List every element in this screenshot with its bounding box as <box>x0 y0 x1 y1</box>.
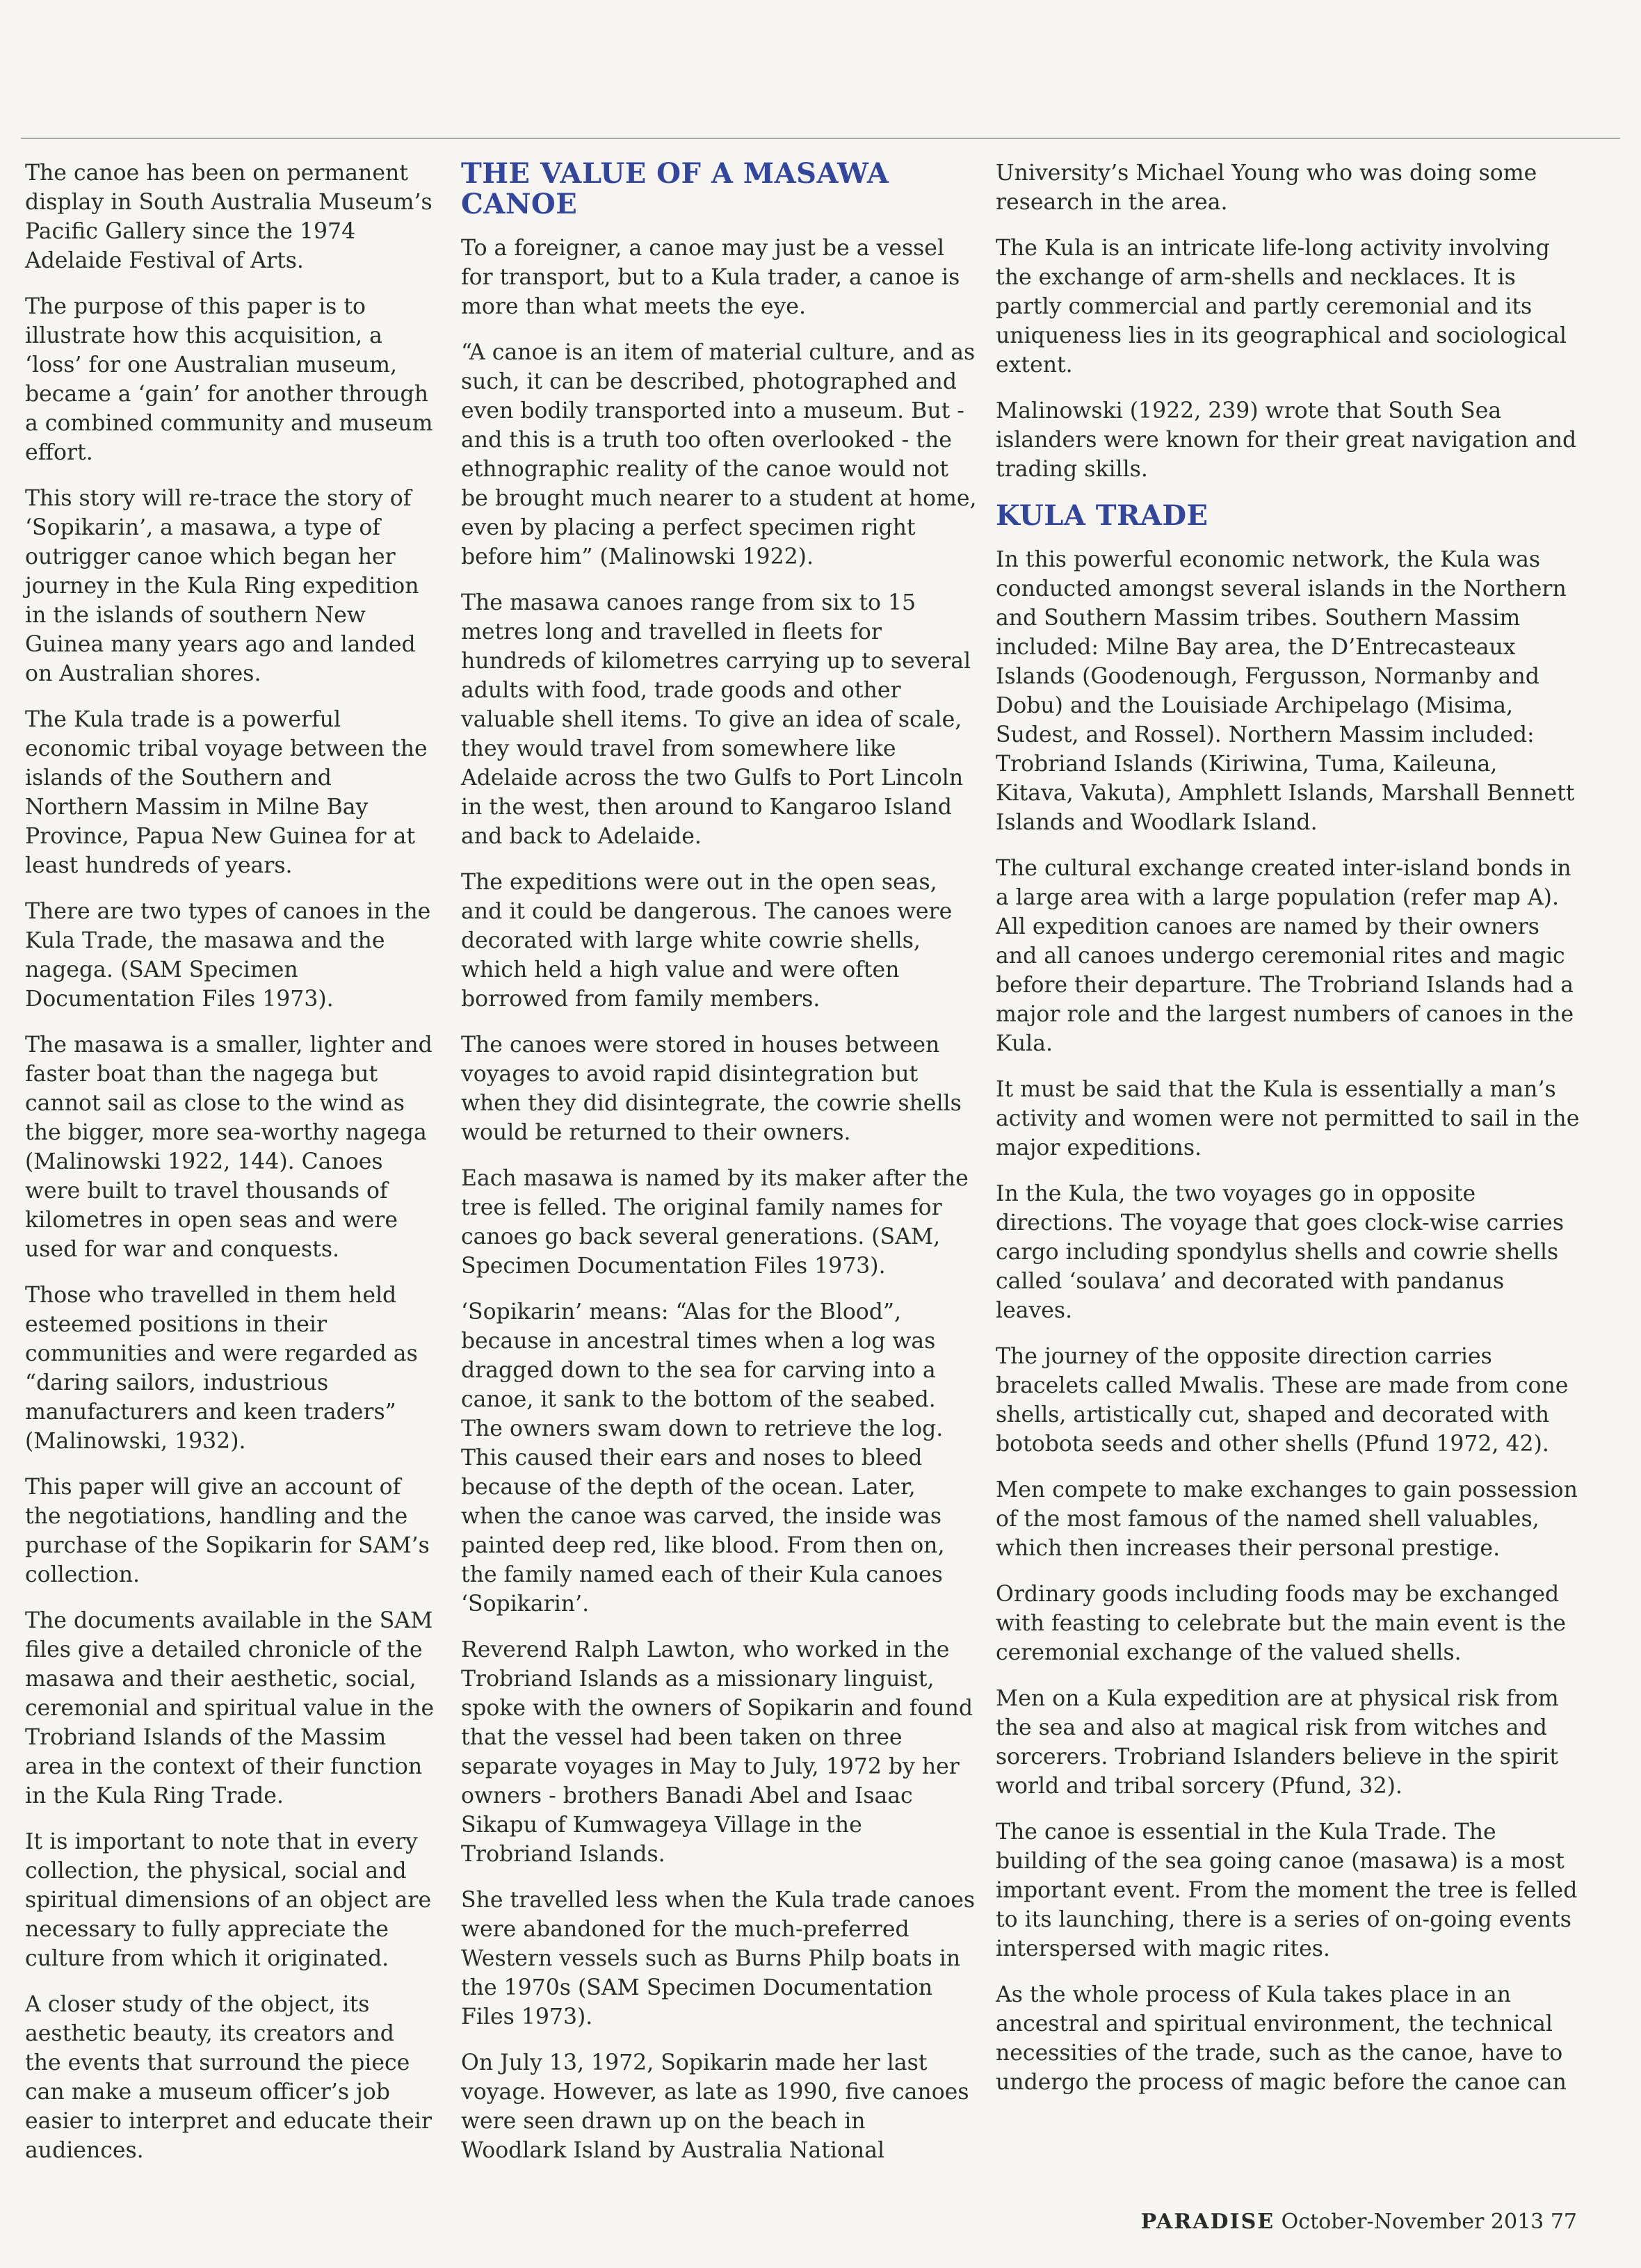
magazine-name: PARADISE <box>1140 2210 1275 2234</box>
page-number: 77 <box>1550 2210 1577 2234</box>
paragraph: The documents available in the SAM files give a detailed chronicle of the masawa and their aesthetic, social, ceremonial and spiritual value in the Trobriand Islands of the Massim area in the context of their function in the Kula Ring Trade. <box>25 1608 435 1808</box>
paragraph: The canoes were stored in houses between voyages to avoid rapid disintegration but when they did disintegrate, the cowrie shells would be returned to their owners. <box>461 1032 962 1145</box>
column-1 <box>25 159 437 2182</box>
column-3 <box>996 159 1580 2114</box>
paragraph: The expeditions were out in the open seas, and it could be dangerous. The canoes were decorated with large white cowrie shells, which held a high value and were often borrowed from family members. <box>461 870 953 1012</box>
paragraph: Men on a Kula expedition are at physical risk from the sea and also at magical risk from witches and sorcerers. Trobriand Islanders believe in the spirit world and tribal sorcery (Pfund, 32). <box>996 1686 1559 1799</box>
paragraph: The journey of the opposite direction carries bracelets called Mwalis. These are made from cone shells, artistically cut, shaped and decorated with botobota seeds and other shells (Pfund 1972, 42). <box>996 1344 1569 1457</box>
paragraph: Ordinary goods including foods may be exchanged with feasting to celebrate but the main event is the ceremonial exchange of the valued shells. <box>996 1582 1567 1665</box>
paragraph: The purpose of this paper is to illustrate how this acquisition, a ‘loss’ for one Australian museum, became a ‘gain’ for another through a combined community and museum effort. <box>25 294 433 465</box>
top-rule <box>21 138 1620 139</box>
paragraph: In this powerful economic network, the Kula was conducted amongst several islands in the Northern and Southern Massim tribes. Southern Massim included: Milne Bay area, the D’Entrecasteaux Islands (Goodenough, Fergusson, Normanby and Dobu) and the Louisiade Archipelago (Misima, Sudest, and Rossel). Northern Massim included: Trobriand Islands (Kiriwina, Tuma, Kaileuna, Kitava, Vakuta), Amphlett Islands, Marshall Bennett Islands and Woodlark Island. <box>996 547 1575 835</box>
paragraph: This story will re-trace the story of ‘Sopikarin’, a masawa, a type of outrigger canoe which began her journey in the Kula Ring expedition in the islands of southern New Guinea many years ago and landed on Australian shores. <box>25 486 419 686</box>
paragraph: To a foreigner, a canoe may just be a vessel for transport, but to a Kula trader, a canoe is more than what meets the eye. <box>461 236 960 319</box>
paragraph: Those who travelled in them held esteemed positions in their communities and were regarded as “daring sailors, industrious manufacturers and keen traders” (Malinowski, 1932). <box>25 1283 418 1454</box>
paragraph: Reverend Ralph Lawton, who worked in the Trobriand Islands as a missionary linguist, spoke with the owners of Sopikarin and found that the vessel had been taken on three separate voyages in May to July, 1972 by her owners - brothers Banadi Abel and Isaac Sikapu of Kumwageya Village in the Trobriand Islands. <box>461 1637 973 1867</box>
paragraph: On July 13, 1972, Sopikarin made her last voyage. However, as late as 1990, five canoes were seen drawn up on the beach in Woodlark Island by Australia National <box>461 2050 969 2163</box>
section-heading-value-of-masawa: THE VALUE OF A MASAWA CANOE <box>461 157 889 220</box>
paragraph: The Kula trade is a powerful economic tribal voyage between the islands of the Southern and Northern Massim in Milne Bay Province, Papua New Guinea for at least hundreds of years. <box>25 707 428 878</box>
section-heading-kula-trade: KULA TRADE <box>996 499 1208 532</box>
paragraph: The canoe has been on permanent display in South Australia Museum’s Pacific Gallery since the 1974 Adelaide Festival of Arts. <box>25 161 433 273</box>
paragraph: “A canoe is an item of material culture, and as such, it can be described, photographed and even bodily transported into a museum. But - and this is a truth too often overlooked - the ethnographic reality of the canoe would not be brought much nearer to a student at home, even by placing a perfect specimen right before him” (Malinowski 1922). <box>461 340 977 569</box>
paragraph: The canoe is essential in the Kula Trade. The building of the sea going canoe (masawa) is a most important event. From the moment the tree is felled to its launching, there is a series of on-going events interspersed with magic rites. <box>996 1820 1578 1961</box>
paragraph: Each masawa is named by its maker after the tree is felled. The original family names for canoes go back several generations. (SAM, Specimen Documentation Files 1973). <box>461 1166 969 1279</box>
paragraph: University’s Michael Young who was doing some research in the area. <box>996 161 1537 215</box>
paragraph: There are two types of canoes in the Kula Trade, the masawa and the nagega. (SAM Specimen Documentation Files 1973). <box>25 899 431 1012</box>
column-2 <box>461 159 977 2182</box>
paragraph: Malinowski (1922, 239) wrote that South Sea islanders were known for their great navigation and trading skills. <box>996 398 1577 482</box>
paragraph: The masawa canoes range from six to 15 metres long and travelled in fleets for hundreds of kilometres carrying up to several adults with food, trade goods and other valuable shell items. To give an idea of scale, they would travel from somewhere like Adelaide across the two Gulfs to Port Lincoln in the west, then around to Kangaroo Island and back to Adelaide. <box>461 590 971 849</box>
paragraph: Men compete to make exchanges to gain possession of the most famous of the named shell valuables, which then increases their personal prestige. <box>996 1477 1578 1561</box>
paragraph: The masawa is a smaller, lighter and faster boat than the nagega but cannot sail as close to the wind as the bigger, more sea-worthy nagega (Malinowski 1922, 144). Canoes were built to travel thousands of kilometres in open seas and were used for war and conquests. <box>25 1032 433 1262</box>
paragraph: This paper will give an account of the negotiations, handling and the purchase of the Sopikarin for SAM’s collection. <box>25 1475 430 1587</box>
paragraph: In the Kula, the two voyages go in opposite directions. The voyage that goes clock-wise carries cargo including spondylus shells and cowrie shells called ‘soulava’ and decorated with pandanus leaves. <box>996 1181 1564 1323</box>
page-footer <box>1141 2210 1577 2234</box>
paragraph: The cultural exchange created inter-island bonds in a large area with a large population (refer map A). All expedition canoes are named by their owners and all canoes undergo ceremonial rites and magic before their departure. The Trobriand Islands had a major role and the largest numbers of canoes in the Kula. <box>996 856 1574 1056</box>
issue-date: October-November 2013 <box>1281 2210 1544 2234</box>
paragraph: As the whole process of Kula takes place in an ancestral and spiritual environment, the technical necessities of the trade, such as the canoe, have to undergo the process of magic before the canoe can <box>996 1982 1567 2095</box>
paragraph: ‘Sopikarin’ means: “Alas for the Blood”, because in ancestral times when a log was dragged down to the sea for carving into a canoe, it sank to the bottom of the seabed. The owners swam down to retrieve the log. This caused their ears and noses to bleed because of the depth of the ocean. Later, when the canoe was carved, the inside was painted deep red, like blood. From then on, the family named each of their Kula canoes ‘Sopikarin’. <box>461 1299 945 1617</box>
paragraph: It is important to note that in every collection, the physical, social and spiritual dimensions of an object are necessary to fully appreciate the culture from which it originated. <box>25 1829 432 1971</box>
paragraph: It must be said that the Kula is essentially a man’s activity and women were not permitted to sail in the major expeditions. <box>996 1077 1580 1160</box>
paragraph: A closer study of the object, its aesthetic beauty, its creators and the events that surround the piece can make a museum officer’s job easier to interpret and educate their audiences. <box>25 1992 433 2163</box>
paragraph: She travelled less when the Kula trade canoes were abandoned for the much-preferred Western vessels such as Burns Philp boats in the 1970s (SAM Specimen Documentation Files 1973). <box>461 1888 976 2030</box>
paragraph: The Kula is an intricate life-long activity involving the exchange of arm-shells and necklaces. It is partly commercial and partly ceremonial and its uniqueness lies in its geographical and sociological extent. <box>996 236 1567 378</box>
